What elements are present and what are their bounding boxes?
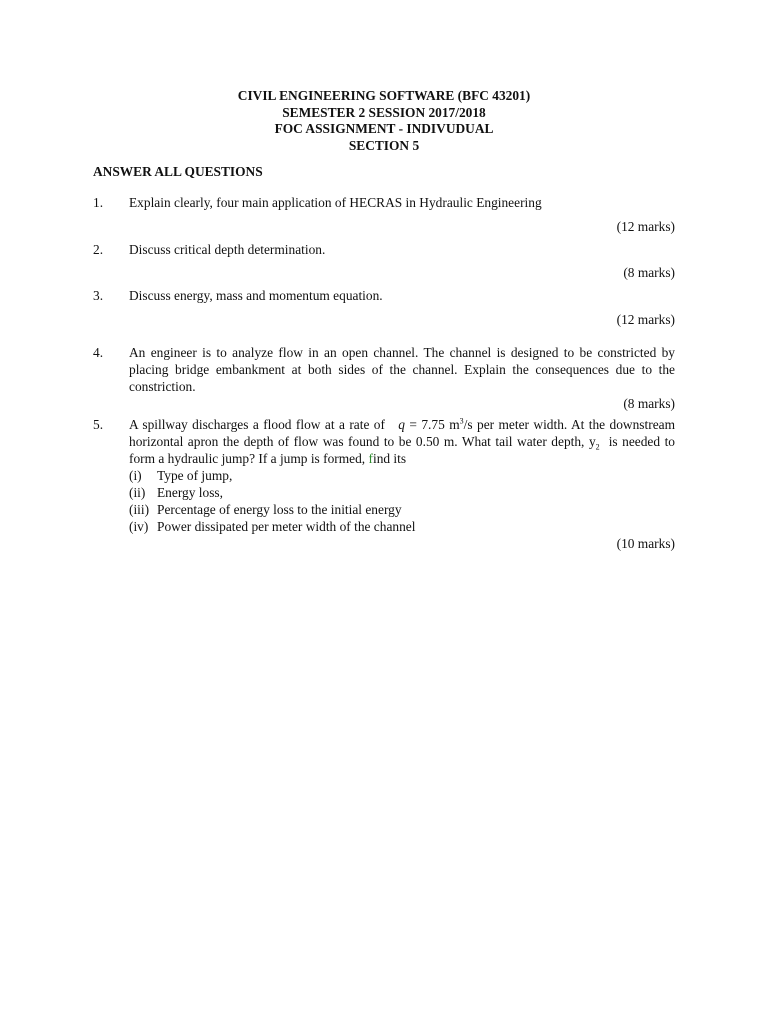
question-text: Discuss critical depth determination. (129, 242, 326, 257)
depth-variable: y (588, 434, 596, 449)
semester-session: SEMESTER 2 SESSION 2017/2018 (282, 104, 486, 120)
question-number: 1. (93, 195, 104, 210)
subitem-label: (iv) (129, 519, 149, 534)
subitem (129, 518, 675, 535)
discharge-variable: q (398, 417, 405, 432)
highlighted-letter: f (368, 451, 373, 466)
text-part: is needed to form a hydraulic jump? If a jump is formed, (129, 434, 675, 466)
subitem-text: Percentage of energy loss to the initial energy (157, 502, 402, 517)
question-number: 2. (93, 242, 104, 257)
subitem-label: (ii) (129, 485, 146, 500)
subitem (129, 501, 675, 518)
subitem-text: Power dissipated per meter width of the channel (157, 519, 416, 534)
question-text: An engineer is to analyze flow in an open channel. The channel is designed to be constricted by placing bridge embankment at both sides of the channel. Explain the consequences due to the constriction. (129, 345, 675, 394)
question-number: 4. (93, 345, 104, 360)
question-marks: (12 marks) (616, 219, 675, 234)
question-text (129, 416, 675, 467)
subitem-label: (i) (129, 468, 142, 483)
question-marks: (12 marks) (616, 312, 675, 327)
course-title: CIVIL ENGINEERING SOFTWARE (BFC 43201) (237, 88, 531, 103)
text-part: = 7.75 m (409, 417, 460, 432)
text-part: /s per meter width. At the downstream horizontal apron the depth of flow was found to be 0.50 m. What tail water depth, (129, 417, 675, 449)
question-number: 5. (93, 417, 104, 432)
document-header (0, 88, 768, 154)
subitem (129, 467, 675, 484)
subitem-label: (iii) (129, 502, 150, 517)
text-part: ind its (372, 451, 407, 466)
unit-superscript: 3 (459, 416, 464, 426)
depth-subscript: 2 (595, 442, 600, 452)
question-marks: (8 marks) (623, 265, 675, 280)
question-text: Explain clearly, four main application of HECRAS in Hydraulic Engineering (129, 195, 542, 210)
subitem-text: Type of jump, (157, 468, 233, 483)
subitem (129, 484, 675, 501)
instruction-heading: ANSWER ALL QUESTIONS (93, 164, 263, 179)
question-marks: (10 marks) (616, 536, 675, 551)
subitem-list (129, 467, 675, 535)
section-number: SECTION 5 (348, 137, 420, 153)
text-part: A spillway discharges a flood flow at a rate of (129, 417, 385, 432)
assignment-title: FOC ASSIGNMENT - INDIVUDUAL (274, 121, 494, 136)
question-text: Discuss energy, mass and momentum equation. (129, 288, 383, 303)
question-number: 3. (93, 288, 104, 303)
subitem-text: Energy loss, (157, 485, 223, 500)
question-marks: (8 marks) (623, 396, 675, 411)
